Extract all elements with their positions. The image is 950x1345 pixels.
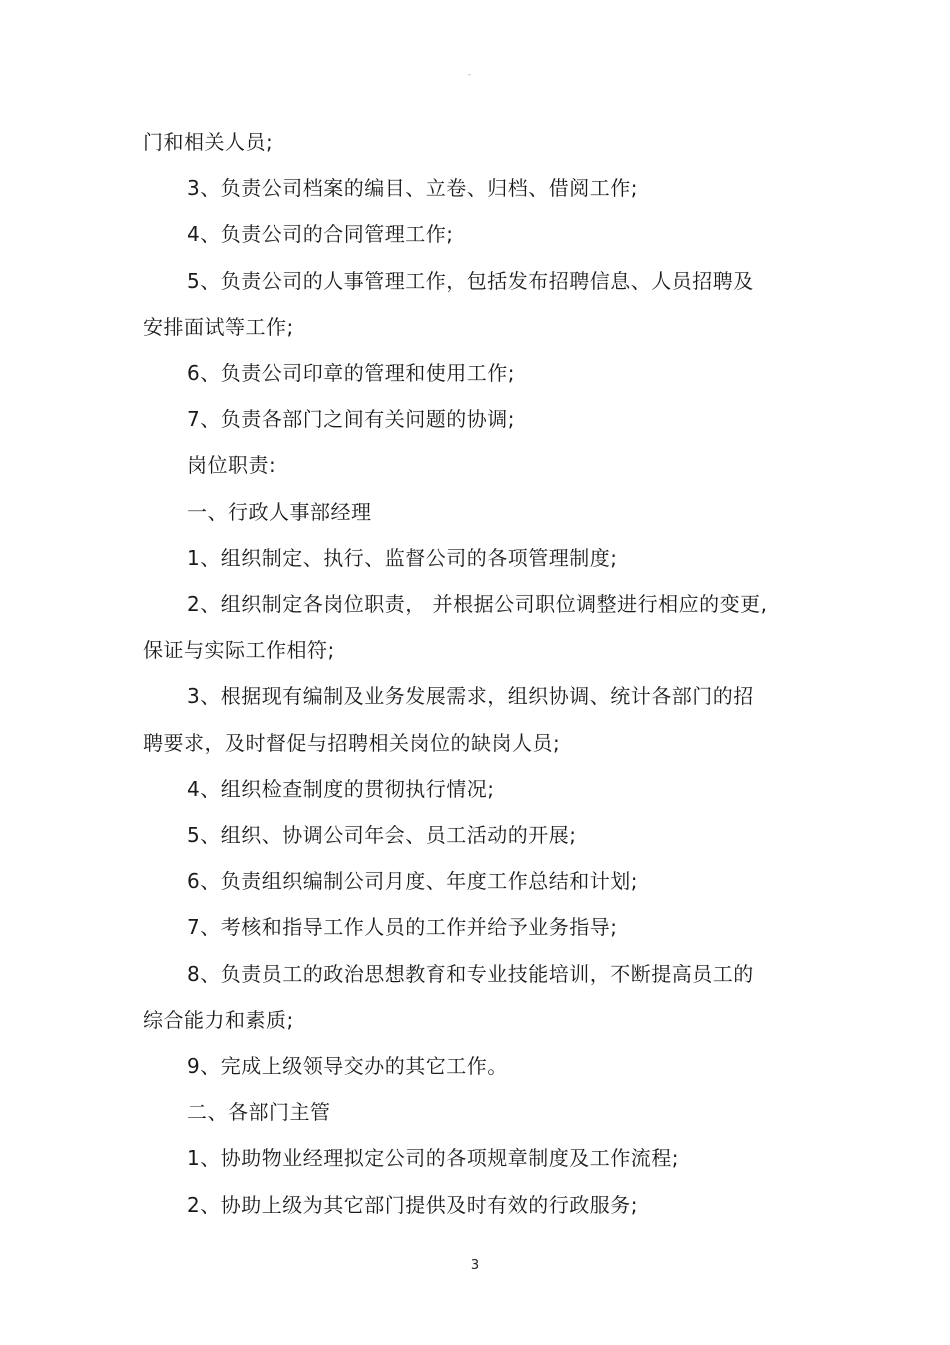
text-line: 3、根据现有编制及业务发展需求，组织协调、统计各部门的招 [187,684,754,709]
text-line: 6、负责公司印章的管理和使用工作; [187,361,515,385]
text-line: 5、负责公司的人事管理工作，包括发布招聘信息、人员招聘及 [187,268,754,293]
text-line: 9、完成上级领导交办的其它工作。 [187,1054,508,1078]
text-line: 安排面试等工作; [143,314,294,339]
text-line: 1、组织制定、执行、监督公司的各项管理制度; [187,545,618,570]
text-line: 保证与实际工作相符; [143,638,335,663]
text-line: 聘要求，及时督促与招聘相关岗位的缺岗人员; [143,730,561,755]
header-mark: - [468,70,471,79]
text-line: 综合能力和素质; [143,1007,294,1032]
text-line: 3、负责公司档案的编目、立卷、归档、借阅工作; [187,176,638,201]
text-line: 1、协助物业经理拟定公司的各项规章制度及工作流程; [187,1146,679,1171]
text-line: 7、负责各部门之间有关问题的协调; [187,407,515,432]
text-line: 岗位职责: [187,453,277,478]
text-line: 6、负责组织编制公司月度、年度工作总结和计划; [187,869,638,894]
text-line: 2、组织制定各岗位职责， 并根据公司职位调整进行相应的变更, [187,592,768,616]
text-line: 4、组织检查制度的贯彻执行情况; [187,776,495,801]
text-line: 8、负责员工的政治思想教育和专业技能培训，不断提高员工的 [187,961,754,986]
text-line: 一、行政人事部经理 [187,499,372,524]
text-line: 4、负责公司的合同管理工作; [187,222,454,247]
text-line: 5、组织、协调公司年会、员工活动的开展; [187,823,577,847]
text-line: 7、考核和指导工作人员的工作并给予业务指导; [187,915,618,940]
page-number: 3 [470,1258,480,1273]
text-line: 门和相关人员; [143,130,274,154]
text-line: 2、协助上级为其它部门提供及时有效的行政服务; [187,1192,638,1217]
text-line: 二、各部门主管 [187,1100,331,1125]
